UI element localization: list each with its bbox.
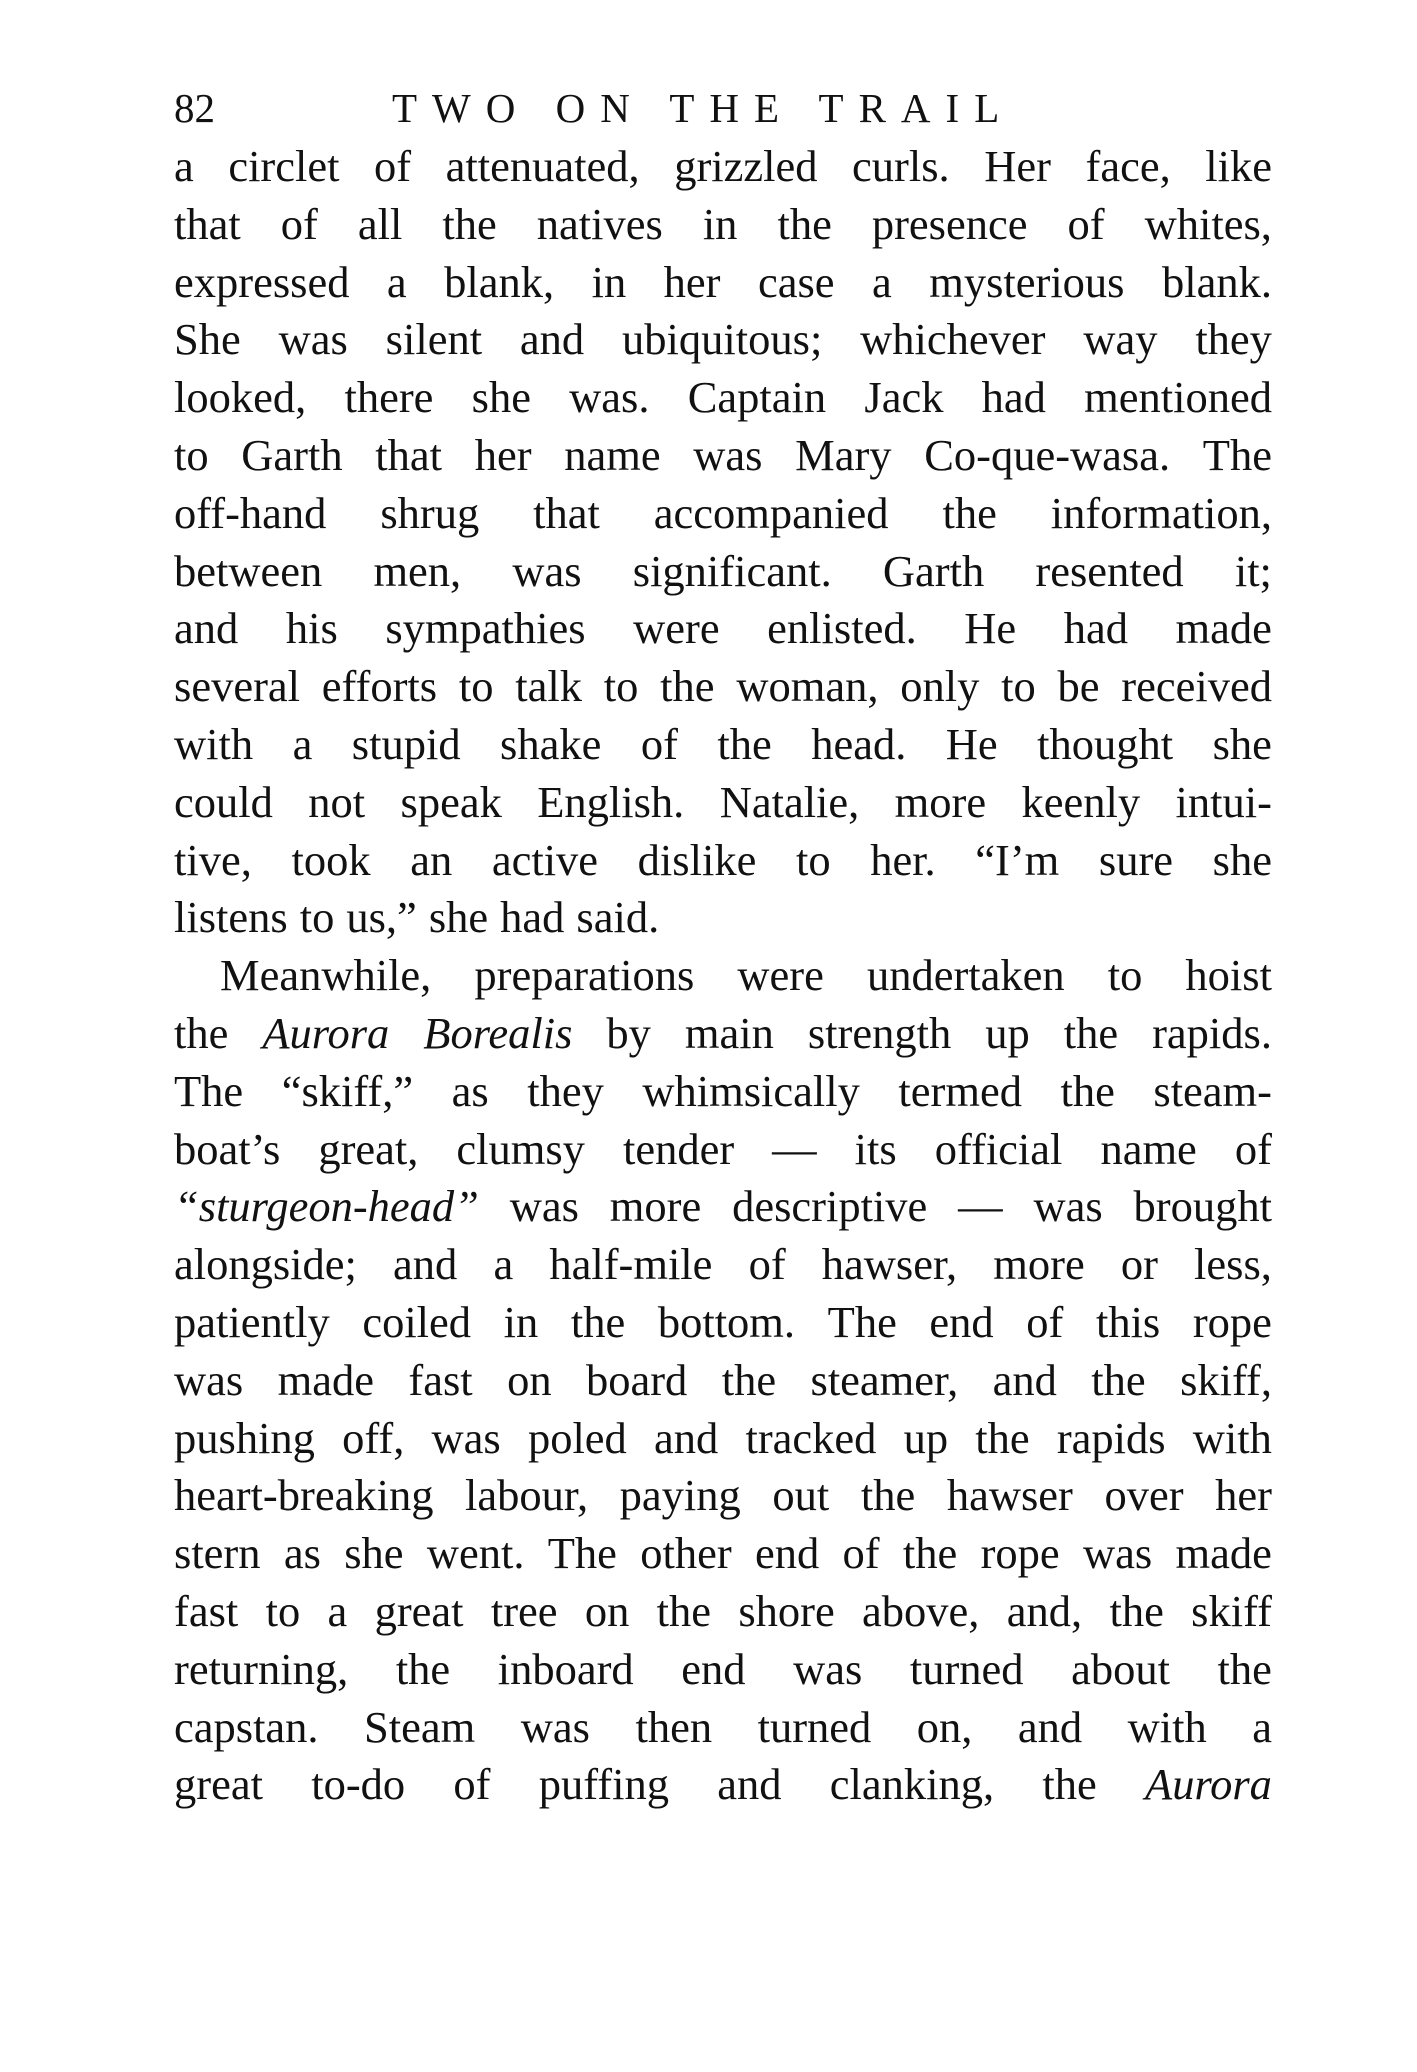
word: fast [408, 1354, 473, 1405]
book-page [174, 80, 1272, 1814]
word: whichever [860, 314, 1046, 365]
word: Aurora [262, 1007, 390, 1058]
word: fast [174, 1585, 239, 1636]
text-line [174, 254, 1272, 312]
word: the [860, 1470, 916, 1521]
word: was [693, 429, 763, 480]
word: termed [898, 1065, 1022, 1116]
text-line [174, 1641, 1272, 1699]
word: The [174, 1065, 244, 1116]
word: its [854, 1123, 897, 1174]
word: then [635, 1701, 713, 1752]
word: with [1192, 1412, 1272, 1463]
word: was [520, 1701, 590, 1752]
word: patiently [174, 1296, 330, 1347]
word: an [410, 834, 453, 885]
text-line [174, 1756, 1272, 1814]
word: silent [385, 314, 483, 365]
word: listens [174, 892, 288, 943]
word: and [654, 1412, 719, 1463]
text-line [174, 1525, 1272, 1583]
word: Co-que-wasa. [924, 429, 1171, 480]
word: on, [916, 1701, 973, 1752]
word: and [717, 1759, 782, 1810]
word: resented [1035, 545, 1184, 596]
word: made [277, 1354, 374, 1405]
word: with [174, 718, 254, 769]
word: and, [1006, 1585, 1083, 1636]
word: the [721, 1354, 777, 1405]
word: looked, [174, 372, 307, 423]
word: keenly [1021, 776, 1141, 827]
word: had [500, 892, 565, 943]
word: hoist [1185, 950, 1272, 1001]
word: Borealis [423, 1007, 573, 1058]
word: her [474, 429, 532, 480]
word: was [509, 1181, 579, 1232]
word: went. [426, 1528, 525, 1579]
word: she [1212, 718, 1272, 769]
word: Her [984, 141, 1051, 191]
word: Garth [882, 545, 985, 596]
word: was [174, 1354, 244, 1405]
word: about [1071, 1643, 1170, 1694]
word: to [1001, 661, 1036, 712]
word: the [1063, 1007, 1119, 1058]
word: she [1212, 834, 1272, 885]
word: to-do [311, 1759, 406, 1810]
word: capstan. [174, 1701, 319, 1752]
text-line [174, 889, 1272, 947]
word: up [903, 1412, 949, 1463]
text-line [174, 658, 1272, 716]
word: way [1083, 314, 1158, 365]
text-line [174, 774, 1272, 832]
word: the [717, 718, 772, 769]
word: natives [536, 198, 663, 249]
word: Steam [364, 1701, 476, 1752]
word: a [327, 1585, 348, 1636]
word: curls. [852, 141, 950, 191]
word: the [777, 198, 832, 249]
text-line [174, 1352, 1272, 1410]
word: was [431, 1412, 501, 1463]
running-head [174, 80, 1272, 136]
word: She [174, 314, 241, 365]
word: enlisted. [767, 603, 917, 654]
word: skiff, [1180, 1354, 1272, 1405]
word: to [265, 1585, 301, 1636]
word: “sturgeon-head” [174, 1181, 479, 1232]
word: Natalie, [719, 776, 860, 827]
word: to [795, 834, 831, 885]
word: men, [373, 545, 462, 596]
page-number: 82 [174, 85, 215, 131]
word: she [428, 892, 489, 943]
word: board [585, 1354, 688, 1405]
text-line [174, 196, 1272, 254]
word: of [640, 718, 678, 769]
word: accompanied [653, 487, 889, 538]
word: active [491, 834, 599, 885]
word: of [1067, 198, 1105, 249]
word: like [1205, 141, 1272, 191]
word: labour, [465, 1470, 589, 1521]
word: whites, [1144, 198, 1272, 249]
word: efforts [321, 661, 438, 712]
word: Aurora [1145, 1759, 1272, 1810]
word: Jack [864, 372, 944, 423]
word: the [1109, 1585, 1164, 1636]
word: Garth [241, 429, 343, 480]
text-line [174, 1063, 1272, 1121]
word: it; [1234, 545, 1272, 596]
word: great [174, 1759, 263, 1810]
word: hawser [946, 1470, 1073, 1521]
word: paying [619, 1470, 741, 1521]
word: face, [1085, 141, 1171, 191]
word: great, [318, 1123, 419, 1174]
word: to [174, 429, 209, 480]
word: steam- [1153, 1065, 1272, 1116]
word: us,” [346, 892, 417, 943]
text-line [174, 311, 1272, 369]
word: of [842, 1528, 880, 1579]
word: the [1091, 1354, 1146, 1405]
word: as [283, 1528, 321, 1579]
word: pushing [174, 1412, 315, 1463]
word: hawser, [821, 1239, 958, 1290]
word: case [757, 256, 835, 307]
text-line [174, 427, 1272, 485]
word: there [344, 372, 434, 423]
word: end [929, 1296, 994, 1347]
word: undertaken [866, 950, 1065, 1001]
word: He [945, 718, 998, 769]
word: the [570, 1296, 626, 1347]
text-line [174, 600, 1272, 658]
word: to [1107, 950, 1143, 1001]
word: made [1175, 603, 1272, 654]
word: of [453, 1759, 491, 1810]
word: and [393, 1239, 458, 1290]
word: skiff [1191, 1585, 1272, 1636]
word: the [902, 1528, 958, 1579]
word: more [894, 776, 987, 827]
word: to [603, 661, 639, 712]
word: stern [174, 1528, 261, 1579]
word: were [737, 950, 824, 1001]
word: received [1121, 661, 1272, 712]
text-line [174, 1410, 1272, 1468]
word: was [512, 545, 582, 596]
word: and [1017, 1701, 1083, 1752]
word: stupid [351, 718, 461, 769]
word: Meanwhile, [220, 950, 432, 1001]
word: name [1100, 1123, 1197, 1174]
word: blank, [444, 256, 555, 307]
word: brought [1133, 1181, 1272, 1232]
word: said. [576, 892, 660, 943]
word: that [533, 487, 600, 538]
word: intui- [1175, 776, 1272, 827]
word: blank. [1161, 256, 1272, 307]
word: several [174, 661, 301, 712]
word: with [1127, 1701, 1207, 1752]
word: the [1060, 1065, 1115, 1116]
word: by [606, 1007, 651, 1058]
word: they [1195, 314, 1272, 365]
word: the [942, 487, 997, 538]
word: off-hand [174, 487, 327, 538]
word: was. [569, 372, 650, 423]
word: of [748, 1239, 786, 1290]
word: official [934, 1123, 1063, 1174]
word: out [772, 1470, 830, 1521]
word: more [993, 1239, 1085, 1290]
word: in [503, 1296, 539, 1347]
word: clanking, [829, 1759, 995, 1810]
word: — [772, 1123, 817, 1174]
word: circlet [228, 141, 340, 191]
word: not [308, 776, 366, 827]
word: all [357, 198, 403, 249]
word: had [1063, 603, 1128, 654]
word: English. [537, 776, 685, 827]
word: tive, [174, 834, 252, 885]
word: a [292, 718, 313, 769]
text-line [174, 1121, 1272, 1179]
word: more [609, 1181, 702, 1232]
word: and [992, 1354, 1057, 1405]
word: her. [870, 834, 936, 885]
text-line [174, 1005, 1272, 1063]
word: inboard [497, 1643, 634, 1694]
word: a [1252, 1701, 1272, 1752]
word: speak [400, 776, 502, 827]
text-line [174, 1294, 1272, 1352]
word: his [285, 603, 338, 654]
word: alongside; [174, 1239, 357, 1290]
word: and [174, 603, 239, 654]
word: sympathies [385, 603, 586, 654]
word: of [1234, 1123, 1272, 1174]
word: information, [1050, 487, 1272, 538]
paragraph [174, 947, 1272, 1814]
word: tree [490, 1585, 558, 1636]
word: The [547, 1528, 617, 1579]
word: other [640, 1528, 732, 1579]
word: Captain [687, 372, 827, 423]
word: The [827, 1296, 897, 1347]
word: of [1026, 1296, 1064, 1347]
running-title: TWO ON THE TRAIL [392, 85, 1015, 131]
word: off, [342, 1412, 405, 1463]
word: ubiquitous; [622, 314, 823, 365]
word: over [1104, 1470, 1184, 1521]
paragraph [174, 138, 1272, 947]
word: on [507, 1354, 552, 1405]
word: made [1175, 1528, 1272, 1579]
word: the [1217, 1643, 1272, 1694]
word: mentioned [1084, 372, 1272, 423]
word: presence [871, 198, 1028, 249]
text-line [174, 716, 1272, 774]
word: preparations [474, 950, 695, 1001]
text-line [174, 543, 1272, 601]
word: sure [1098, 834, 1174, 885]
word: could [174, 776, 273, 827]
word: shore [738, 1585, 835, 1636]
word: significant. [632, 545, 832, 596]
word: “skiff,” [281, 1065, 414, 1116]
word: talk [515, 661, 583, 712]
word: the [660, 661, 715, 712]
text-line [174, 832, 1272, 890]
word: shrug [380, 487, 480, 538]
word: on [584, 1585, 630, 1636]
word: rope [980, 1528, 1060, 1579]
word: coiled [362, 1296, 472, 1347]
word: the [395, 1643, 451, 1694]
word: her [663, 256, 721, 307]
word: the [1042, 1759, 1097, 1810]
word: mysterious [929, 256, 1125, 307]
word: above, [862, 1585, 980, 1636]
word: that [375, 429, 443, 480]
word: end [754, 1528, 820, 1579]
word: thought [1037, 718, 1174, 769]
word: He [964, 603, 1017, 654]
text-line [174, 1583, 1272, 1641]
word: main [684, 1007, 774, 1058]
word: bottom. [657, 1296, 796, 1347]
word: to [458, 661, 494, 712]
word: boat’s [174, 1123, 281, 1174]
word: of [374, 141, 412, 191]
word: the [442, 198, 497, 249]
word: was [1082, 1528, 1153, 1579]
word: Mary [795, 429, 892, 480]
word: to [299, 892, 335, 943]
word: a [493, 1239, 514, 1290]
word: a [871, 256, 892, 307]
word: was [1033, 1181, 1103, 1232]
word: clumsy [456, 1123, 585, 1174]
word: this [1095, 1296, 1161, 1347]
text-line [174, 947, 1272, 1005]
word: the [975, 1412, 1030, 1463]
word: shake [500, 718, 602, 769]
text-line [174, 485, 1272, 543]
word: end [681, 1643, 746, 1694]
word: The [1202, 429, 1272, 480]
word: rapids. [1152, 1007, 1272, 1058]
word: had [981, 372, 1046, 423]
word: between [174, 545, 323, 596]
word: steamer, [810, 1354, 959, 1405]
word: — [958, 1181, 1003, 1232]
text-line [174, 138, 1272, 196]
word: of [280, 198, 318, 249]
text-line [174, 369, 1272, 427]
word: took [291, 834, 371, 885]
word: dislike [637, 834, 757, 885]
word: that [174, 198, 241, 249]
word: was [793, 1643, 863, 1694]
word: strength [807, 1007, 952, 1058]
word: puffing [538, 1759, 669, 1810]
word: the [656, 1585, 712, 1636]
word: turned [757, 1701, 872, 1752]
word: grizzled [674, 141, 818, 191]
body-text [174, 138, 1272, 1814]
word: she [471, 372, 531, 423]
word: returning, [174, 1643, 349, 1694]
word: as [451, 1065, 489, 1116]
word: descriptive [732, 1181, 928, 1232]
word: up [985, 1007, 1030, 1058]
word: or [1120, 1239, 1158, 1290]
word: be [1057, 661, 1100, 712]
word: in [702, 198, 738, 249]
word: the [174, 1007, 229, 1058]
word: tracked [745, 1412, 877, 1463]
word: rapids [1056, 1412, 1166, 1463]
word: and [519, 314, 585, 365]
word: a [386, 256, 407, 307]
word: was [278, 314, 348, 365]
word: a [174, 141, 194, 191]
word: expressed [174, 256, 350, 307]
word: heart-breaking [174, 1470, 434, 1521]
word: head. [811, 718, 907, 769]
text-line [174, 1467, 1272, 1525]
word: tender [622, 1123, 735, 1174]
text-line [174, 1236, 1272, 1294]
word: she [344, 1528, 404, 1579]
word: her [1215, 1470, 1272, 1521]
word: they [527, 1065, 604, 1116]
text-line [174, 1699, 1272, 1757]
word: only [900, 661, 980, 712]
word: turned [909, 1643, 1024, 1694]
word: name [564, 429, 661, 480]
word: great [374, 1585, 464, 1636]
word: half-mile [549, 1239, 713, 1290]
word: “I’m [975, 834, 1060, 885]
word: woman, [736, 661, 879, 712]
word: whimsically [642, 1065, 860, 1116]
word: attenuated, [445, 141, 640, 191]
word: were [633, 603, 720, 654]
word: poled [527, 1412, 627, 1463]
word: in [591, 256, 627, 307]
word: rope [1192, 1296, 1272, 1347]
text-line [174, 1178, 1272, 1236]
word: less, [1194, 1239, 1272, 1290]
